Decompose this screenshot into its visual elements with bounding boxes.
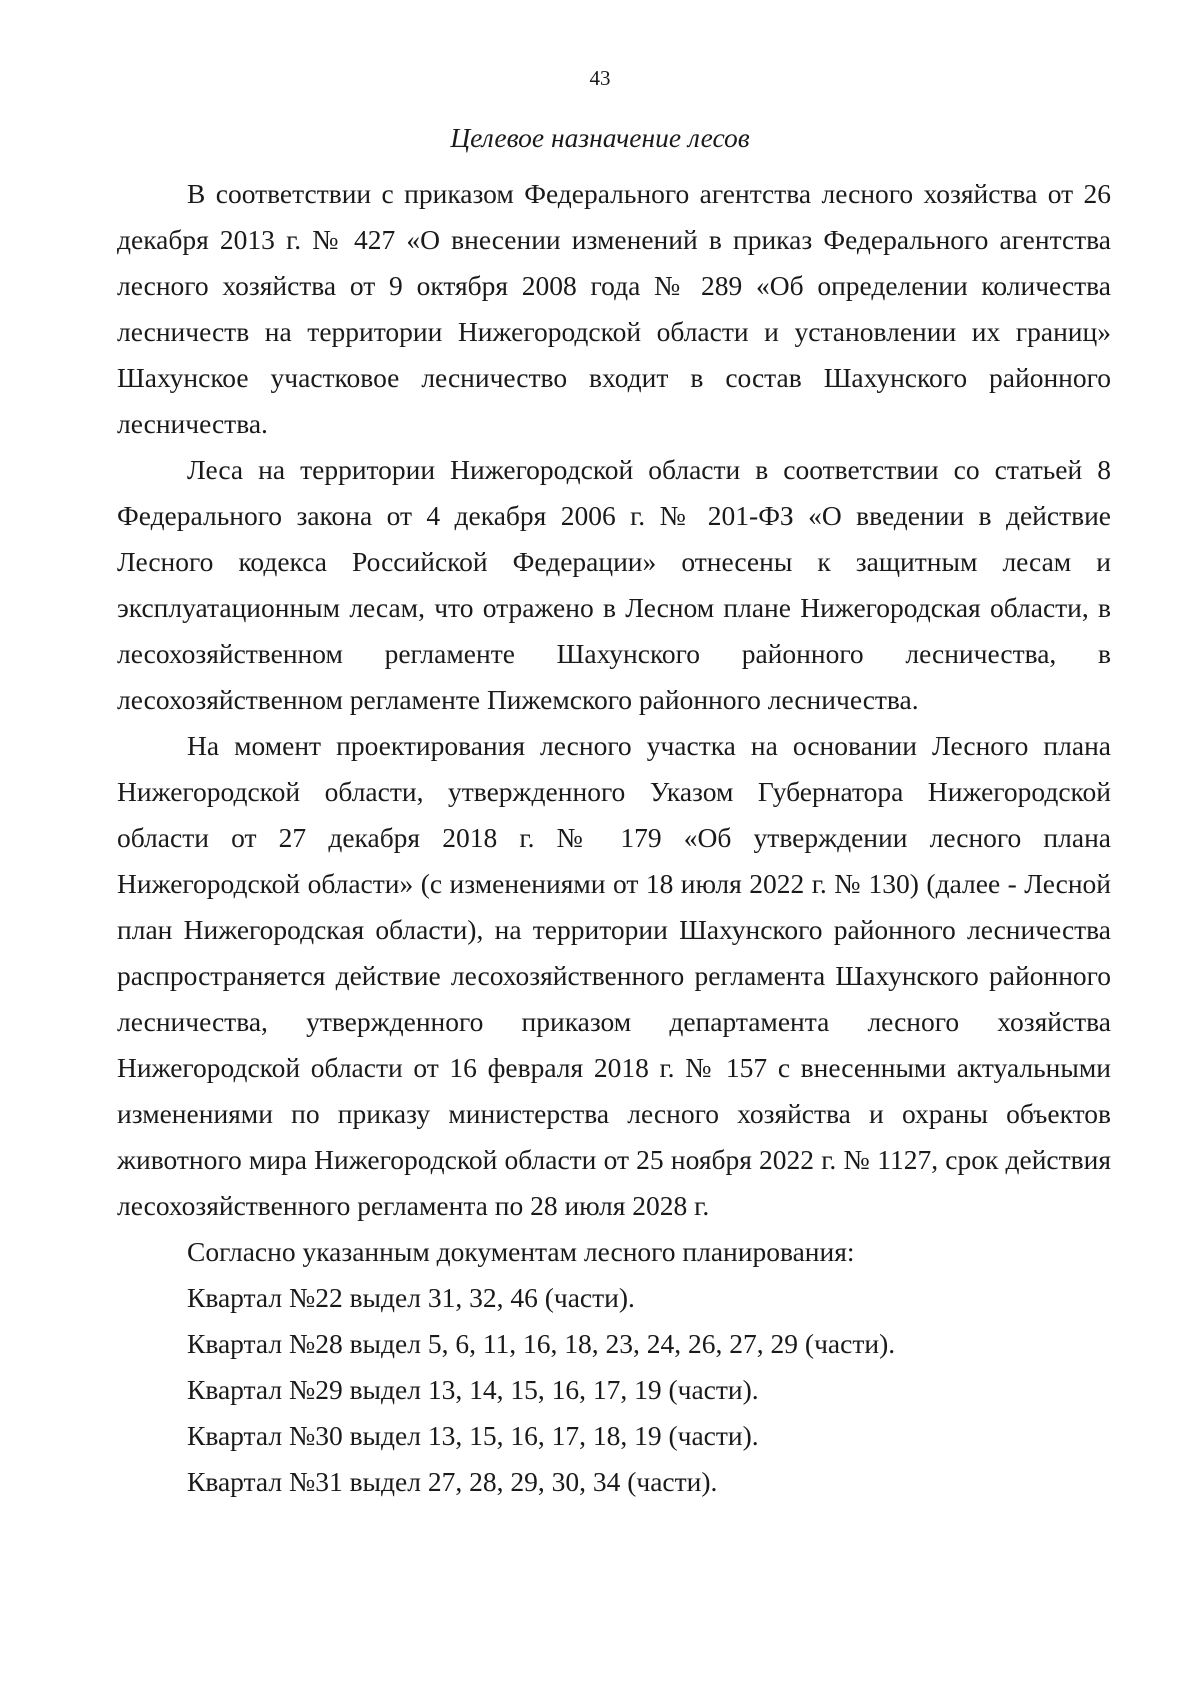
quarter-list-item: Квартал №28 выдел 5, 6, 11, 16, 18, 23, 24, 26, 27, 29 (части). — [187, 1328, 896, 1359]
quarter-list-item: Квартал №22 выдел 31, 32, 46 (части). — [187, 1282, 635, 1313]
list-intro: Согласно указанным документам лесного планирования: — [187, 1236, 855, 1267]
quarter-list-item: Квартал №31 выдел 27, 28, 29, 30, 34 (части). — [187, 1466, 718, 1497]
paragraph-order-reference: В соответствии с приказом Федерального агентства лесного хозяйства от 26 декабря 2013 г. № 427 «О внесении изменений в приказ Федерального агентства лесного хозяйства от 9 октября 2008 года № 289 «Об определении количества лесничеств на территории Нижегородской области и установлении их границ» Шахунское участковое лесничество входит в состав Шахунского районного лесничества. — [117, 178, 1111, 439]
paragraph-forest-plan: На момент проектирования лесного участка на основании Лесного плана Нижегородской области, утвержденного Указом Губернатора Нижегородской области от 27 декабря 2018 г. № 179 «Об утверждении лесного плана Нижегородской области» (с изменениями от 18 июля 2022 г. № 130) (далее - Лесной план Нижегородская области), на территории Шахунского районного лесничества распространяется действие лесохозяйственного регламента Шахунского районного лесничества, утвержденного приказом департамента лесного хозяйства Нижегородской области от 16 февраля 2018 г. № 157 с внесенными актуальными изменениями по приказу министерства лесного хозяйства и охраны объектов животного мира Нижегородской области от 25 ноября 2022 г. № 1127, срок действия лесохозяйственного регламента по 28 июля 2028 г. — [117, 730, 1111, 1221]
section-heading: Целевое назначение лесов — [450, 122, 750, 153]
paragraph-forest-categories: Леса на территории Нижегородской области в соответствии со статьей 8 Федерального закона от 4 декабря 2006 г. № 201-ФЗ «О введении в действие Лесного кодекса Российской Федерации» отнесены к защитным лесам и эксплуатационным лесам, что отражено в Лесном плане Нижегородская области, в лесохозяйственном регламенте Шахунского районного лесничества, в лесохозяйственном регламенте Пижемского районного лесничества. — [117, 454, 1111, 715]
page-number: 43 — [589, 66, 611, 90]
quarter-list-item: Квартал №30 выдел 13, 15, 16, 17, 18, 19 (части). — [187, 1420, 759, 1451]
quarter-list-item: Квартал №29 выдел 13, 14, 15, 16, 17, 19 (части). — [187, 1374, 759, 1405]
document-body — [117, 171, 1111, 1505]
